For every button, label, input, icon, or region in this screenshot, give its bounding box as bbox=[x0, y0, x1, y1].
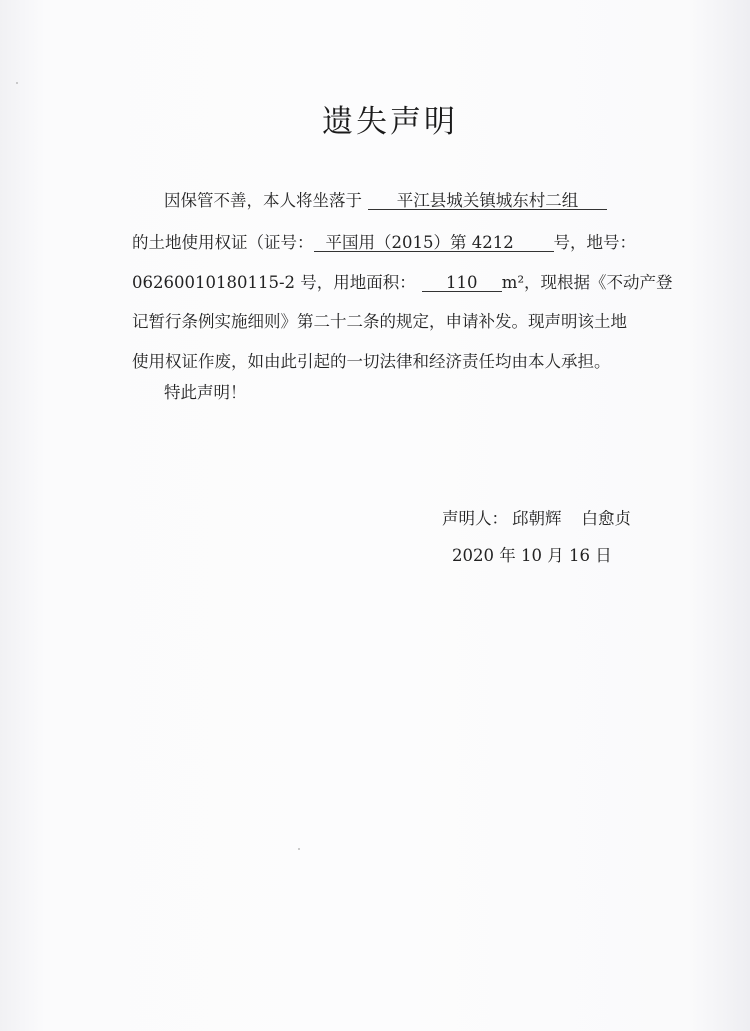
paragraph-line-5: 使用权证作废，如由此引起的一切法律和经济责任均由本人承担。 bbox=[132, 352, 611, 371]
line3-suffix: m²，现根据《不动产登 bbox=[501, 273, 673, 292]
line2-suffix: 号，地号： bbox=[553, 233, 636, 252]
location-field: 平江县城关镇城东村二组 bbox=[368, 192, 607, 210]
line2-prefix: 的土地使用权证（证号： bbox=[132, 233, 314, 252]
paragraph-line-3 bbox=[132, 269, 673, 293]
document-title: 遗失声明 bbox=[322, 104, 458, 140]
paragraph-line-1 bbox=[164, 187, 607, 211]
declarant-line bbox=[442, 505, 631, 529]
line1-prefix: 因保管不善，本人将坐落于 bbox=[164, 191, 362, 210]
area-field: 110 bbox=[422, 274, 502, 292]
declarant-label: 声明人： bbox=[442, 509, 508, 528]
parcel-number-text: 06260010180115-2 号，用地面积： bbox=[132, 273, 416, 292]
declaration-date: 2020 年 10 月 16 日 bbox=[452, 546, 612, 565]
paragraph-line-4: 记暂行条例实施细则》第二十二条的规定，申请补发。现声明该土地 bbox=[132, 312, 627, 331]
paragraph-line-2 bbox=[132, 229, 636, 253]
declarant-name-2: 白愈贞 bbox=[581, 509, 631, 528]
certificate-number-field: 平国用（2015）第 4212 bbox=[314, 234, 554, 252]
scan-speck bbox=[298, 848, 300, 850]
scan-speck bbox=[16, 82, 18, 84]
closing-line: 特此声明！ bbox=[164, 383, 247, 402]
declarant-name-1: 邱朝辉 bbox=[512, 509, 562, 528]
